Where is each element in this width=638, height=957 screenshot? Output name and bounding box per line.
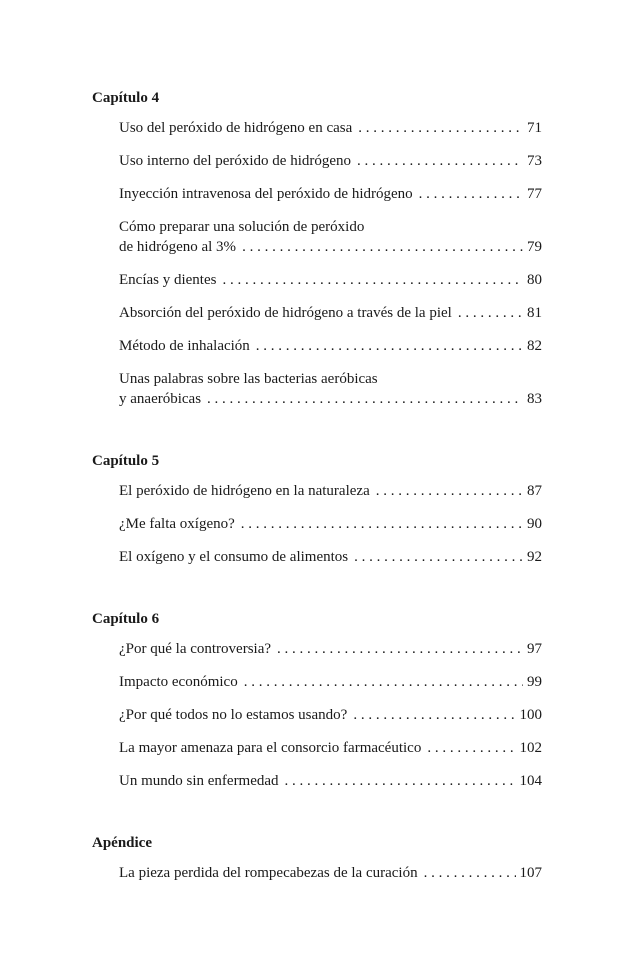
entry-title: Impacto económico — [119, 674, 238, 690]
entry-title: La pieza perdida del rompecabezas de la curación — [119, 865, 418, 881]
entry-title: El oxígeno y el consumo de alimentos — [119, 549, 349, 565]
chapter-section — [92, 609, 542, 791]
dot-leader — [207, 389, 523, 409]
table-of-contents — [92, 88, 542, 925]
page-number: 99 — [527, 674, 542, 690]
toc-entry — [119, 547, 542, 567]
dot-leader — [222, 270, 523, 290]
appendix-section — [92, 833, 542, 883]
toc-entry — [119, 639, 542, 659]
page-number: 97 — [527, 641, 542, 657]
dot-leader — [419, 184, 523, 204]
page-number: 87 — [527, 483, 542, 499]
chapter-title: Capítulo 6 — [92, 611, 160, 627]
page-number: 81 — [527, 305, 542, 321]
toc-entry — [119, 863, 542, 883]
entry-title-line: y anaeróbicas — [119, 391, 202, 407]
page-number: 92 — [527, 549, 542, 565]
toc-entry — [119, 771, 542, 791]
page-number: 104 — [519, 773, 542, 789]
toc-entry — [119, 514, 542, 534]
entry-title-line: Unas palabras sobre las bacterias aeróbicas — [119, 371, 378, 387]
page-number: 77 — [527, 186, 542, 202]
dot-leader — [242, 237, 523, 257]
dot-leader — [285, 771, 516, 791]
toc-entry — [119, 270, 542, 290]
page-number: 90 — [527, 516, 542, 532]
appendix-title: Apéndice — [92, 835, 152, 851]
page-number: 107 — [519, 865, 542, 881]
entry-title-line: de hidrógeno al 3% — [119, 239, 237, 255]
chapter-section — [92, 88, 542, 409]
page-number: 80 — [527, 272, 542, 288]
page-number: 102 — [519, 740, 542, 756]
entry-title: El peróxido de hidrógeno en la naturaleza — [119, 483, 370, 499]
entry-title: ¿Por qué todos no lo estamos usando? — [119, 707, 348, 723]
dot-leader — [376, 481, 523, 501]
toc-entry — [119, 481, 542, 501]
toc-entry — [119, 738, 542, 758]
dot-leader — [427, 738, 515, 758]
dot-leader — [424, 863, 516, 883]
toc-entry — [119, 151, 542, 171]
toc-entry — [119, 369, 542, 409]
dot-leader — [256, 336, 523, 356]
chapter-title: Capítulo 5 — [92, 453, 160, 469]
page-number: 82 — [527, 338, 542, 354]
toc-entry — [119, 336, 542, 356]
page-number: 73 — [527, 153, 542, 169]
dot-leader — [358, 118, 523, 138]
dot-leader — [357, 151, 523, 171]
page-number: 100 — [519, 707, 542, 723]
page-number: 83 — [527, 391, 542, 407]
entry-title: Uso interno del peróxido de hidrógeno — [119, 153, 352, 169]
entry-title: La mayor amenaza para el consorcio farmacéutico — [119, 740, 422, 756]
toc-entry — [119, 672, 542, 692]
entry-title: ¿Por qué la controversia? — [119, 641, 272, 657]
entry-title: Absorción del peróxido de hidrógeno a través de la piel — [119, 305, 452, 321]
entry-title-line: Cómo preparar una solución de peróxido — [119, 219, 365, 235]
chapter-title: Capítulo 4 — [92, 90, 160, 106]
entry-title: Encías y dientes — [119, 272, 217, 288]
page-number: 71 — [527, 120, 542, 136]
dot-leader — [244, 672, 523, 692]
entry-title: ¿Me falta oxígeno? — [119, 516, 235, 532]
entry-title: Método de inhalación — [119, 338, 250, 354]
toc-entry — [119, 118, 542, 138]
page-number: 79 — [527, 239, 542, 255]
entry-title: Un mundo sin enfermedad — [119, 773, 279, 789]
toc-entry — [119, 705, 542, 725]
dot-leader — [277, 639, 523, 659]
toc-entry — [119, 217, 542, 257]
toc-entry — [119, 303, 542, 323]
entry-title: Inyección intravenosa del peróxido de hidrógeno — [119, 186, 413, 202]
dot-leader — [354, 547, 523, 567]
dot-leader — [458, 303, 523, 323]
dot-leader — [241, 514, 523, 534]
dot-leader — [353, 705, 515, 725]
chapter-section — [92, 451, 542, 567]
entry-title: Uso del peróxido de hidrógeno en casa — [119, 120, 353, 136]
toc-entry — [119, 184, 542, 204]
